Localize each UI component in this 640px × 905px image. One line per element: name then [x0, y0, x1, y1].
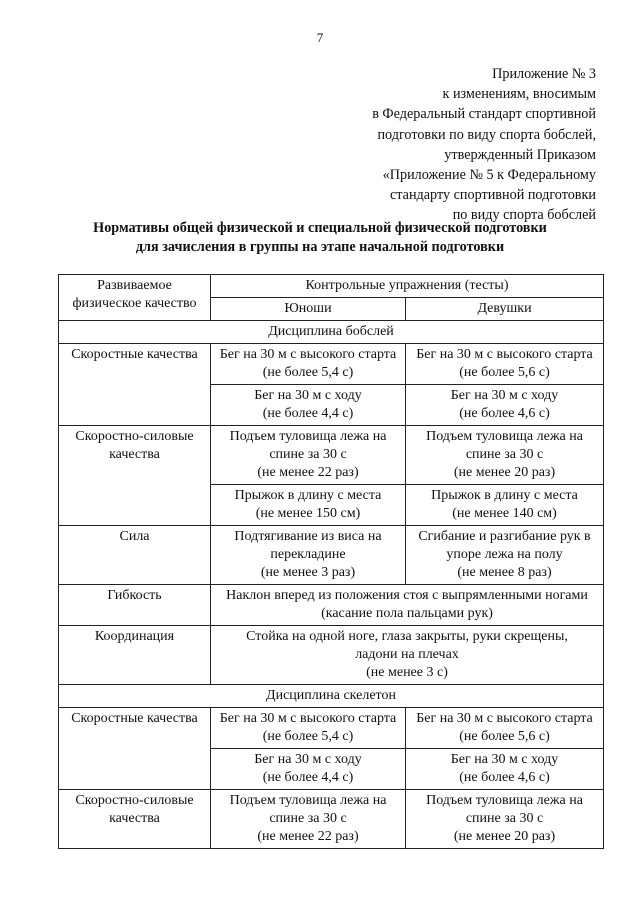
test-cell-boys: Бег на 30 м с ходу (не более 4,4 с) [211, 385, 406, 426]
test-cell-girls: Подъем туловища лежа на спине за 30 с (не менее 20 раз) [406, 790, 604, 849]
annex-line: утвержденный Приказом [444, 146, 596, 163]
annex-line: по виду спорта бобслей [452, 207, 596, 224]
test-cell-girls: Бег на 30 м с ходу (не более 4,6 с) [406, 385, 604, 426]
test-cell-girls: Бег на 30 м с ходу (не более 4,6 с) [406, 749, 604, 790]
annex-reference [372, 64, 596, 226]
test-cell-boys: Подтягивание из виса на перекладине (не менее 3 раз) [211, 526, 406, 585]
header-boys: Юноши [211, 298, 406, 321]
test-cell-girls: Бег на 30 м с высокого старта (не более 5,6 с) [406, 344, 604, 385]
test-cell-girls: Подъем туловища лежа на спине за 30 с (не менее 20 раз) [406, 426, 604, 485]
table-row [59, 626, 604, 685]
header-tests: Контрольные упражнения (тесты) [211, 275, 604, 298]
table-row [59, 585, 604, 626]
page-number: 7 [316, 30, 324, 45]
test-cell-boys: Подъем туловища лежа на спине за 30 с (не менее 22 раз) [211, 790, 406, 849]
annex-line: «Приложение № 5 к Федеральному [382, 167, 596, 184]
discipline-row [59, 685, 604, 708]
discipline-row [59, 321, 604, 344]
test-cell-boys: Бег на 30 м с ходу (не более 4,4 с) [211, 749, 406, 790]
norms-table [58, 274, 604, 849]
title-line: Нормативы общей физической и специальной физической подготовки [93, 220, 547, 236]
title-line: для зачисления в группы на этапе начальной подготовки [135, 239, 505, 255]
quality-cell: Координация [59, 626, 211, 685]
test-cell-both: Стойка на одной ноге, глаза закрыты, руки скрещены, ладони на плечах (не менее 3 с) [211, 626, 604, 685]
header-girls: Девушки [406, 298, 604, 321]
test-cell-boys: Подъем туловища лежа на спине за 30 с (не менее 22 раз) [211, 426, 406, 485]
test-cell-boys: Бег на 30 м с высокого старта (не более 5,4 с) [211, 708, 406, 749]
quality-cell: Скоростные качества [59, 344, 211, 426]
quality-cell: Скоростно-силовые качества [59, 790, 211, 849]
table-row [59, 426, 604, 485]
test-cell-girls: Бег на 30 м с высокого старта (не более 5,6 с) [406, 708, 604, 749]
annex-line: стандарту спортивной подготовки [389, 187, 596, 204]
quality-cell: Скоростные качества [59, 708, 211, 790]
test-cell-boys: Бег на 30 м с высокого старта (не более 5,4 с) [211, 344, 406, 385]
table-row [59, 344, 604, 385]
discipline-title: Дисциплина скелетон [59, 685, 604, 708]
annex-line: в Федеральный стандарт спортивной [372, 106, 596, 123]
quality-cell: Гибкость [59, 585, 211, 626]
test-cell-boys: Прыжок в длину с места (не менее 150 см) [211, 485, 406, 526]
test-cell-both: Наклон вперед из положения стоя с выпрямленными ногами (касание пола пальцами рук) [211, 585, 604, 626]
document-title [0, 219, 640, 257]
header-quality: Развиваемое физическое качество [59, 275, 211, 321]
annex-line: Приложение № 3 [492, 66, 596, 82]
table-header-row [59, 275, 604, 298]
table-row [59, 526, 604, 585]
annex-line: подготовки по виду спорта бобслей, [377, 126, 596, 143]
annex-line: к изменениям, вносимым [442, 86, 596, 103]
quality-cell: Скоростно-силовые качества [59, 426, 211, 526]
table-row [59, 790, 604, 849]
test-cell-girls: Прыжок в длину с места (не менее 140 см) [406, 485, 604, 526]
table-row [59, 708, 604, 749]
quality-cell: Сила [59, 526, 211, 585]
test-cell-girls: Сгибание и разгибание рук в упоре лежа на полу (не менее 8 раз) [406, 526, 604, 585]
discipline-title: Дисциплина бобслей [59, 321, 604, 344]
